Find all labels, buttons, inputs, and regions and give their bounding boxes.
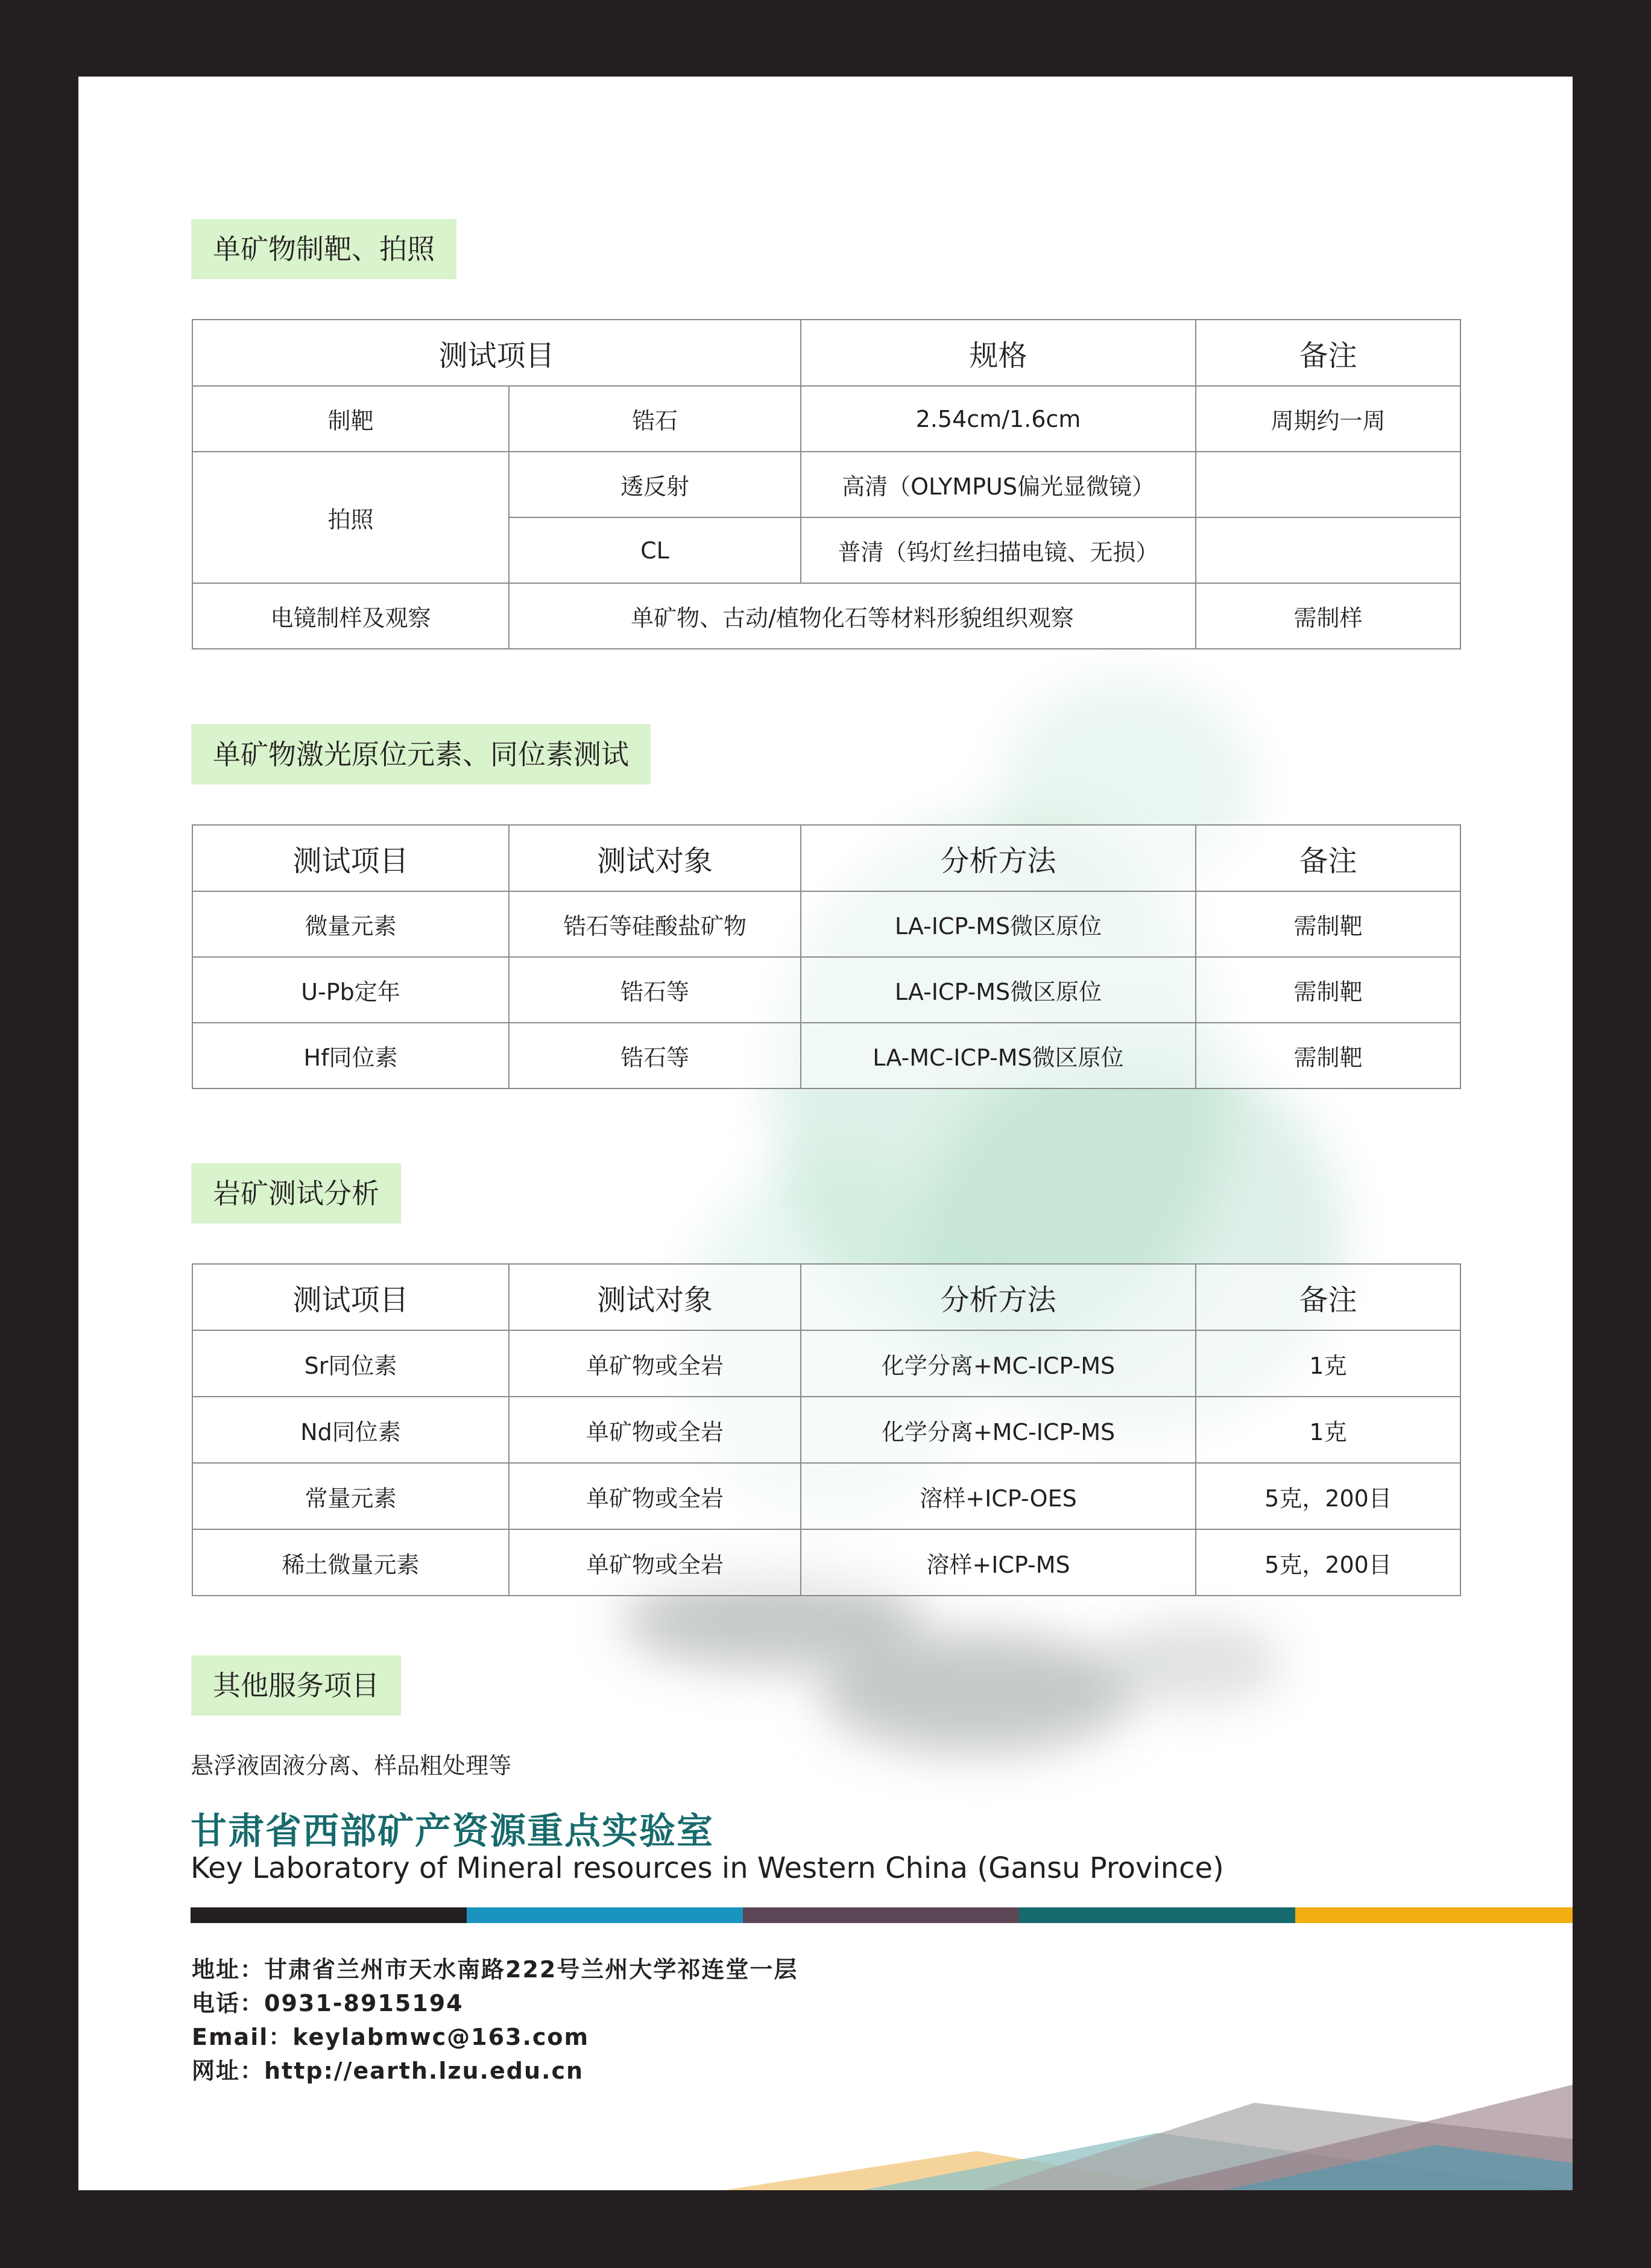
contact-email[interactable]: Email：keylabmwc@163.com — [192, 2024, 590, 2050]
header-cell: 分析方法 — [801, 825, 1196, 891]
contact-website[interactable]: 网址：http://earth.lzu.edu.cn — [192, 2058, 584, 2084]
header-cell: 测试对象 — [509, 825, 801, 891]
section-title-laser: 单矿物激光原位元素、同位素测试 — [191, 724, 651, 785]
cell: 常量元素 — [192, 1463, 509, 1529]
cell: 微量元素 — [192, 891, 509, 957]
header-cell: 测试项目 — [192, 825, 509, 891]
mountain-decoration — [78, 77, 1573, 2190]
cell: LA-ICP-MS微区原位 — [801, 891, 1196, 957]
header-cell: 备注 — [1196, 825, 1460, 891]
cell: 锆石等 — [509, 957, 801, 1023]
header-cell: 备注 — [1196, 1264, 1460, 1330]
cell: 单矿物或全岩 — [509, 1397, 801, 1463]
cell: 电镜制样及观察 — [192, 583, 509, 649]
cell: 1克 — [1196, 1397, 1460, 1463]
header-cell: 测试项目 — [192, 320, 801, 386]
cell: 拍照 — [192, 452, 509, 583]
cell: 需制靶 — [1196, 1023, 1460, 1088]
header-cell: 测试项目 — [192, 1264, 509, 1330]
cell: 需制样 — [1196, 583, 1460, 649]
cell: 透反射 — [509, 452, 801, 517]
cell: 单矿物或全岩 — [509, 1529, 801, 1596]
cell: 需制靶 — [1196, 891, 1460, 957]
cell: 化学分离+MC-ICP-MS — [801, 1397, 1196, 1463]
cell: 制靶 — [192, 386, 509, 452]
header-cell: 规格 — [801, 320, 1196, 386]
cell: Sr同位素 — [192, 1330, 509, 1397]
brochure-page — [78, 77, 1573, 2190]
section-title-prep: 单矿物制靶、拍照 — [191, 219, 456, 279]
cell: 5克，200目 — [1196, 1463, 1460, 1529]
section-title-rock: 岩矿测试分析 — [191, 1163, 401, 1224]
section-title-other: 其他服务项目 — [191, 1655, 401, 1716]
cell: 单矿物或全岩 — [509, 1463, 801, 1529]
cell: Hf同位素 — [192, 1023, 509, 1088]
header-cell: 备注 — [1196, 320, 1460, 386]
cell: LA-ICP-MS微区原位 — [801, 957, 1196, 1023]
cell: 1克 — [1196, 1330, 1460, 1397]
cell: 2.54cm/1.6cm — [801, 386, 1196, 452]
cell: 周期约一周 — [1196, 386, 1460, 452]
cell: 单矿物或全岩 — [509, 1330, 801, 1397]
cell: 普清（钨灯丝扫描电镜、无损） — [801, 517, 1196, 583]
cell: 化学分离+MC-ICP-MS — [801, 1330, 1196, 1397]
cell: LA-MC-ICP-MS微区原位 — [801, 1023, 1196, 1088]
cell: 溶样+ICP-OES — [801, 1463, 1196, 1529]
cell: U-Pb定年 — [192, 957, 509, 1023]
cell: 稀土微量元素 — [192, 1529, 509, 1596]
cell: 需制靶 — [1196, 957, 1460, 1023]
header-cell: 测试对象 — [509, 1264, 801, 1330]
lab-name-en: Key Laboratory of Mineral resources in Western China (Gansu Province) — [191, 1851, 1224, 1885]
other-services-text: 悬浮液固液分离、样品粗处理等 — [191, 1752, 512, 1779]
contact-phone: 电话：0931-8915194 — [192, 1990, 464, 2017]
cell: 锆石 — [509, 386, 801, 452]
cell: 溶样+ICP-MS — [801, 1529, 1196, 1596]
cell: CL — [509, 517, 801, 583]
lab-name-cn: 甘肃省西部矿产资源重点实验室 — [191, 1810, 714, 1853]
cell: 高清（OLYMPUS偏光显微镜） — [801, 452, 1196, 517]
cell: Nd同位素 — [192, 1397, 509, 1463]
contact-address: 地址：甘肃省兰州市天水南路222号兰州大学祁连堂一层 — [192, 1956, 798, 1983]
cell: 单矿物、古动/植物化石等材料形貌组织观察 — [509, 583, 1196, 649]
cell: 5克，200目 — [1196, 1529, 1460, 1596]
cell: 锆石等 — [509, 1023, 801, 1088]
header-cell: 分析方法 — [801, 1264, 1196, 1330]
cell: 锆石等硅酸盐矿物 — [509, 891, 801, 957]
